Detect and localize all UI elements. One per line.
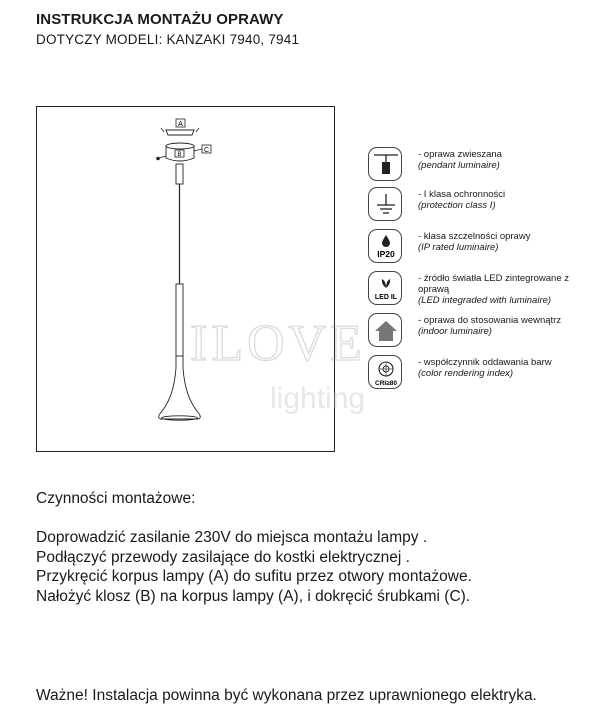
legend-item — [368, 147, 598, 187]
legend-item — [368, 187, 598, 227]
legend-item — [368, 355, 598, 395]
lamp-shade-cone — [159, 356, 201, 419]
legend-item — [368, 271, 598, 311]
legend-en: (IP rated luminaire) — [418, 242, 499, 253]
ip-rating-text: IP20 — [377, 249, 395, 259]
screw-right — [194, 149, 202, 151]
indoor-house-icon — [368, 313, 402, 347]
watermark-brand: ILOVE — [190, 315, 366, 372]
legend-en: (pendant luminaire) — [418, 160, 500, 171]
lamp-technical-drawing — [36, 106, 335, 452]
led-text: LED IL — [374, 294, 398, 301]
instruction-step: Przykręcić korpus lampy (A) do sufitu przez otwory montażowe. — [36, 568, 472, 585]
legend-en: (protection class I) — [418, 200, 496, 211]
legend-item — [368, 313, 598, 353]
instruction-step: Doprowadzić zasilanie 230V do miejsca montażu lampy . — [36, 529, 428, 546]
lamp-shade-rim — [162, 416, 198, 420]
legend-en: (LED integraded with luminaire) — [418, 295, 552, 306]
cri-text: CRI≥80 — [375, 380, 397, 387]
label-c: C — [203, 147, 210, 154]
lamp-body-tube — [176, 284, 183, 356]
document-title: INSTRUKCJA MONTAŻU OPRAWY — [36, 11, 284, 28]
label-b: B — [177, 152, 182, 158]
legend-pl: - współczynnik oddawania barw — [418, 357, 552, 368]
document-subtitle: DOTYCZY MODELI: KANZAKI 7940, 7941 — [36, 32, 300, 47]
ip-rating-icon — [368, 229, 402, 263]
ground-icon — [368, 187, 402, 221]
watermark-sub: lighting — [270, 382, 366, 415]
screw-left — [159, 156, 166, 158]
instruction-step: Podłączyć przewody zasilające do kostki elektrycznej . — [36, 548, 410, 566]
label-a: A — [178, 121, 183, 128]
legend-pl: - I klasa ochronności — [418, 189, 506, 200]
mounting-bracket — [166, 130, 194, 135]
instruction-steps — [36, 528, 472, 606]
legend-pl: - oprawa zwieszana — [418, 149, 502, 160]
important-note: Ważne! Instalacja powinna być wykonana przez uprawnionego elektryka. — [36, 687, 537, 704]
legend-pl: - klasa szczelności oprawy — [418, 231, 531, 242]
cri-icon — [368, 355, 402, 389]
instruction-step: Nałożyć klosz (B) na korpus lampy (A), i dokręcić śrubkami (C). — [36, 587, 471, 605]
legend-pl: - oprawa do stosowania wewnątrz — [418, 315, 562, 326]
screw-head-left — [156, 157, 160, 161]
led-icon — [368, 271, 402, 305]
canopy-top — [166, 143, 194, 149]
legend-en: (color rendering index) — [418, 368, 514, 379]
stem-connector — [176, 164, 183, 184]
legend-en: (indoor luminaire) — [418, 326, 492, 337]
pendant-icon — [368, 147, 402, 181]
legend-item — [368, 229, 598, 269]
legend-pl: - źródło światła LED zintegrowane z oprawą — [418, 273, 570, 295]
instructions-title: Czynności montażowe: — [36, 490, 196, 507]
